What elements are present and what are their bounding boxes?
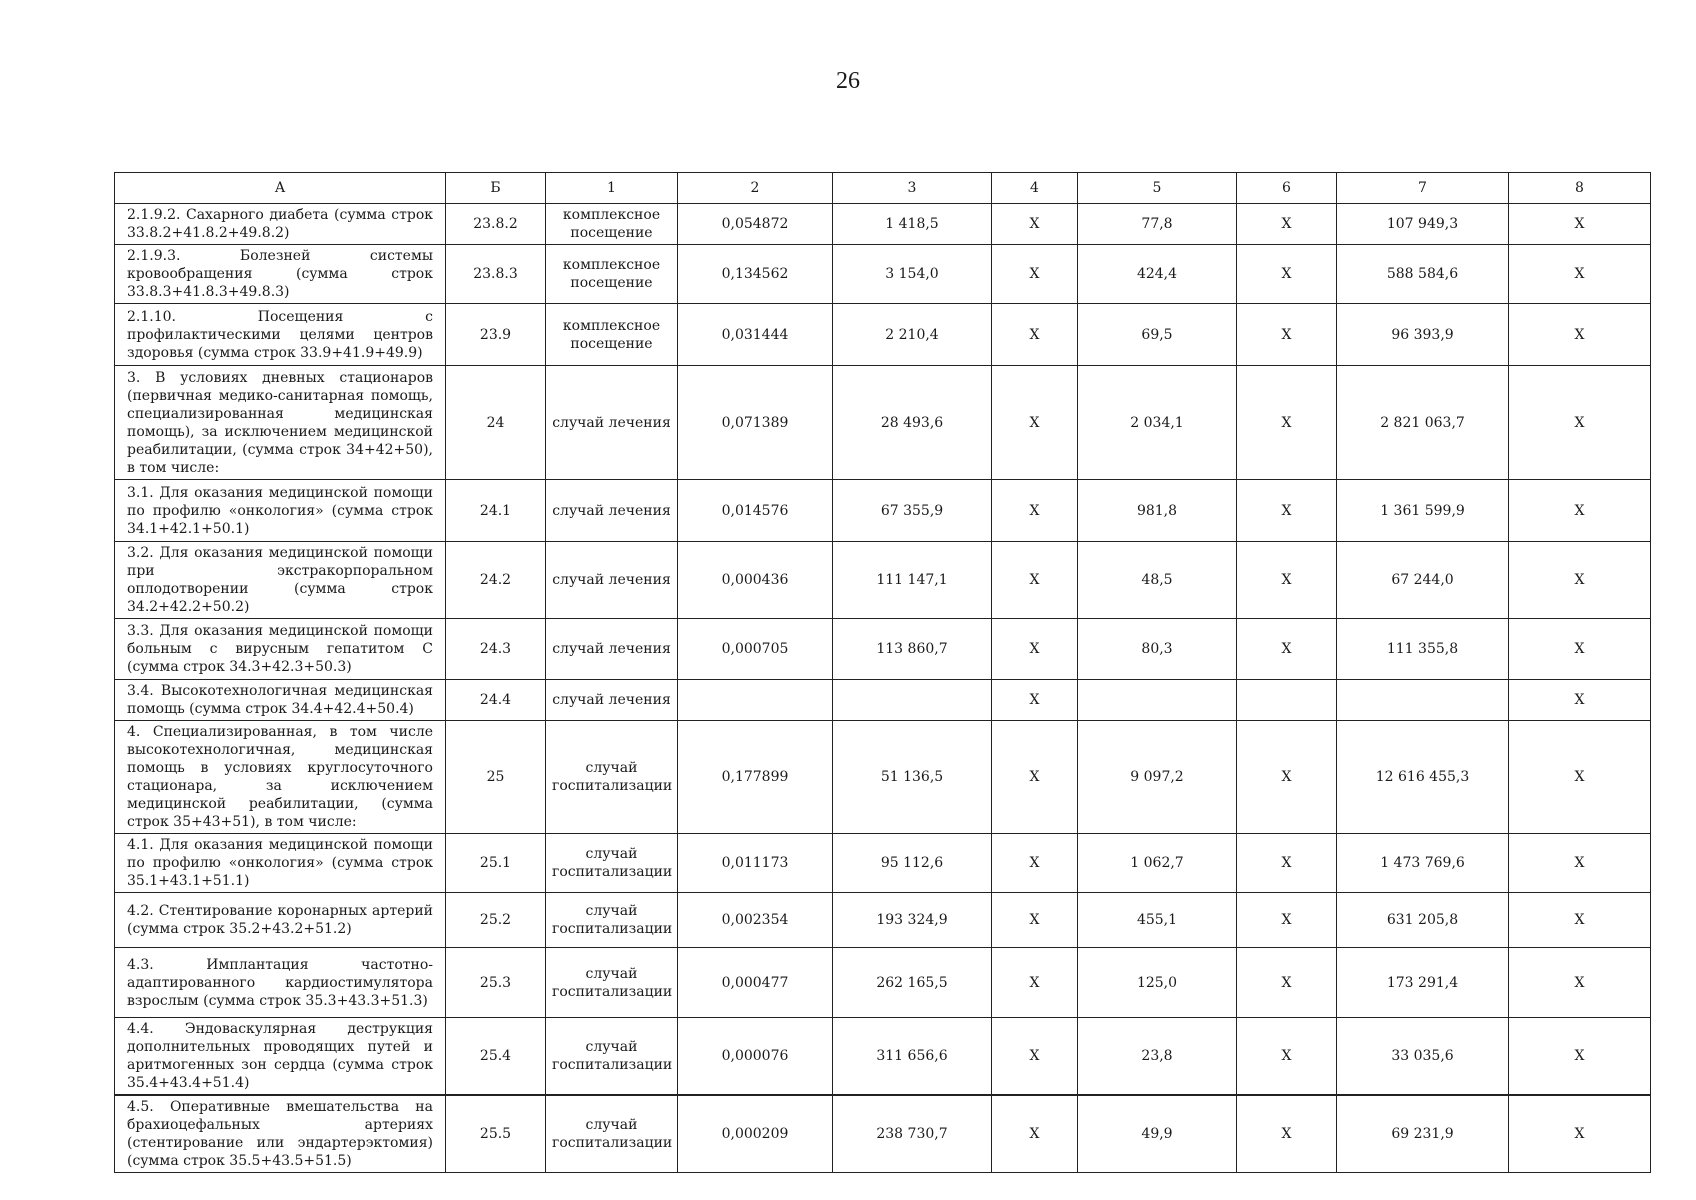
row-unit: случай госпитализации — [546, 1018, 678, 1096]
row-col8: Х — [1509, 893, 1651, 948]
row-unit: случай лечения — [546, 680, 678, 721]
table-row — [115, 1018, 1651, 1096]
row-description: 3.4. Высокотехнологичная медицинская помощь (сумма строк 34.4+42.4+50.4) — [115, 680, 446, 721]
row-col3: 2 210,4 — [833, 304, 992, 366]
col-header-2: 2 — [678, 173, 833, 204]
row-col4: Х — [992, 245, 1078, 304]
row-col2: 0,000705 — [678, 619, 833, 680]
row-col5: 77,8 — [1078, 204, 1237, 245]
row-col6: Х — [1237, 948, 1337, 1018]
row-col4: Х — [992, 204, 1078, 245]
row-col3: 95 112,6 — [833, 834, 992, 893]
row-col5: 125,0 — [1078, 948, 1237, 1018]
table-row — [115, 680, 1651, 721]
table-row — [115, 619, 1651, 680]
row-col2: 0,002354 — [678, 893, 833, 948]
row-col6: Х — [1237, 721, 1337, 834]
row-code: 24.2 — [446, 542, 546, 619]
row-code: 23.8.2 — [446, 204, 546, 245]
row-description: 4.2. Стентирование коронарных артерий (сумма строк 35.2+43.2+51.2) — [115, 893, 446, 948]
row-col4: Х — [992, 619, 1078, 680]
row-col3: 67 355,9 — [833, 480, 992, 542]
row-col5: 1 062,7 — [1078, 834, 1237, 893]
row-unit: случай госпитализации — [546, 1095, 678, 1173]
header-row — [115, 173, 1651, 204]
row-col7: 96 393,9 — [1337, 304, 1509, 366]
row-col3: 193 324,9 — [833, 893, 992, 948]
row-col5: 23,8 — [1078, 1018, 1237, 1096]
row-unit: случай лечения — [546, 542, 678, 619]
col-header-1: 1 — [546, 173, 678, 204]
row-col7: 1 361 599,9 — [1337, 480, 1509, 542]
row-col2: 0,000076 — [678, 1018, 833, 1096]
row-col6: Х — [1237, 366, 1337, 480]
col-header-3: 3 — [833, 173, 992, 204]
row-col6: Х — [1237, 893, 1337, 948]
row-col2: 0,011173 — [678, 834, 833, 893]
row-col8: Х — [1509, 542, 1651, 619]
row-col7: 173 291,4 — [1337, 948, 1509, 1018]
row-code: 25.4 — [446, 1018, 546, 1096]
row-col5: 49,9 — [1078, 1095, 1237, 1173]
row-col2: 0,000477 — [678, 948, 833, 1018]
row-col4: Х — [992, 948, 1078, 1018]
row-code: 25.5 — [446, 1095, 546, 1173]
row-col5: 48,5 — [1078, 542, 1237, 619]
row-description: 2.1.9.2. Сахарного диабета (сумма строк 33.8.2+41.8.2+49.8.2) — [115, 204, 446, 245]
row-col7: 588 584,6 — [1337, 245, 1509, 304]
row-col4: Х — [992, 304, 1078, 366]
row-col6: Х — [1237, 245, 1337, 304]
row-col2: 0,177899 — [678, 721, 833, 834]
table-row — [115, 834, 1651, 893]
row-col8: Х — [1509, 204, 1651, 245]
row-col5: 2 034,1 — [1078, 366, 1237, 480]
row-code: 25 — [446, 721, 546, 834]
table-row — [115, 480, 1651, 542]
row-description: 3.1. Для оказания медицинской помощи по профилю «онкология» (сумма строк 34.1+42.1+50.1) — [115, 480, 446, 542]
row-code: 25.3 — [446, 948, 546, 1018]
row-col6: Х — [1237, 834, 1337, 893]
row-col2: 0,014576 — [678, 480, 833, 542]
row-description: 4.1. Для оказания медицинской помощи по профилю «онкология» (сумма строк 35.1+43.1+51.1) — [115, 834, 446, 893]
row-col5: 69,5 — [1078, 304, 1237, 366]
row-col3: 238 730,7 — [833, 1095, 992, 1173]
row-description: 2.1.9.3. Болезней системы кровообращения (сумма строк 33.8.3+41.8.3+49.8.3) — [115, 245, 446, 304]
table-row — [115, 893, 1651, 948]
row-col6: Х — [1237, 304, 1337, 366]
row-code: 25.2 — [446, 893, 546, 948]
row-col8: Х — [1509, 366, 1651, 480]
row-col7: 12 616 455,3 — [1337, 721, 1509, 834]
table-row — [115, 204, 1651, 245]
row-unit: комплексное посещение — [546, 245, 678, 304]
row-col6: Х — [1237, 1018, 1337, 1096]
row-col3: 28 493,6 — [833, 366, 992, 480]
table-row — [115, 304, 1651, 366]
row-col6: Х — [1237, 1095, 1337, 1173]
row-col8: Х — [1509, 948, 1651, 1018]
row-col8: Х — [1509, 480, 1651, 542]
data-table — [114, 172, 1651, 1173]
row-col6: Х — [1237, 542, 1337, 619]
row-col8: Х — [1509, 245, 1651, 304]
row-code: 24 — [446, 366, 546, 480]
row-col7: 69 231,9 — [1337, 1095, 1509, 1173]
row-col3: 113 860,7 — [833, 619, 992, 680]
row-code: 23.9 — [446, 304, 546, 366]
row-unit: случай лечения — [546, 366, 678, 480]
row-col3: 3 154,0 — [833, 245, 992, 304]
row-description: 3.2. Для оказания медицинской помощи при экстракорпоральном оплодотворении (сумма строк 34.2+42.2+50.2) — [115, 542, 446, 619]
row-description: 4.3. Имплантация частотно-адаптированного кардиостимулятора взрослым (сумма строк 35.3+43.3+51.3) — [115, 948, 446, 1018]
row-col4: Х — [992, 834, 1078, 893]
row-col3: 1 418,5 — [833, 204, 992, 245]
row-description: 4.4. Эндоваскулярная деструкция дополнительных проводящих путей и аритмогенных зон сердца (сумма строк 35.4+43.4+51.4) — [115, 1018, 446, 1096]
row-col8: Х — [1509, 304, 1651, 366]
col-header-7: 7 — [1337, 173, 1509, 204]
row-col7: 111 355,8 — [1337, 619, 1509, 680]
table-row — [115, 245, 1651, 304]
row-col3: 111 147,1 — [833, 542, 992, 619]
row-col2: 0,054872 — [678, 204, 833, 245]
row-col4: Х — [992, 542, 1078, 619]
row-description: 3. В условиях дневных стационаров (первичная медико-санитарная помощь, специализированная медицинская помощь), за исключением медицинской реабилитации, (сумма строк 34+42+50), в том числе: — [115, 366, 446, 480]
row-unit: комплексное посещение — [546, 204, 678, 245]
row-col3: 51 136,5 — [833, 721, 992, 834]
row-col2: 0,071389 — [678, 366, 833, 480]
row-col7 — [1337, 680, 1509, 721]
row-col2: 0,000436 — [678, 542, 833, 619]
row-col3 — [833, 680, 992, 721]
row-col5 — [1078, 680, 1237, 721]
row-col7: 33 035,6 — [1337, 1018, 1509, 1096]
row-unit: случай госпитализации — [546, 834, 678, 893]
table-row — [115, 366, 1651, 480]
row-unit: случай лечения — [546, 480, 678, 542]
table-row — [115, 542, 1651, 619]
col-header-b: Б — [446, 173, 546, 204]
table-row — [115, 721, 1651, 834]
row-col6: Х — [1237, 619, 1337, 680]
row-unit: комплексное посещение — [546, 304, 678, 366]
row-col8: Х — [1509, 619, 1651, 680]
row-col6: Х — [1237, 480, 1337, 542]
row-col5: 80,3 — [1078, 619, 1237, 680]
row-col8: Х — [1509, 721, 1651, 834]
row-col7: 2 821 063,7 — [1337, 366, 1509, 480]
row-unit: случай госпитализации — [546, 948, 678, 1018]
row-col7: 631 205,8 — [1337, 893, 1509, 948]
row-col6 — [1237, 680, 1337, 721]
row-unit: случай госпитализации — [546, 721, 678, 834]
row-col4: Х — [992, 1018, 1078, 1096]
page-number: 26 — [836, 68, 860, 94]
row-col3: 311 656,6 — [833, 1018, 992, 1096]
row-code: 25.1 — [446, 834, 546, 893]
row-col4: Х — [992, 366, 1078, 480]
row-unit: случай госпитализации — [546, 893, 678, 948]
row-code: 24.4 — [446, 680, 546, 721]
col-header-8: 8 — [1509, 173, 1651, 204]
row-code: 24.3 — [446, 619, 546, 680]
row-col7: 107 949,3 — [1337, 204, 1509, 245]
row-col8: Х — [1509, 834, 1651, 893]
row-code: 23.8.3 — [446, 245, 546, 304]
row-col4: Х — [992, 893, 1078, 948]
row-col5: 981,8 — [1078, 480, 1237, 542]
row-col3: 262 165,5 — [833, 948, 992, 1018]
col-header-5: 5 — [1078, 173, 1237, 204]
row-unit: случай лечения — [546, 619, 678, 680]
col-header-a: А — [115, 173, 446, 204]
col-header-6: 6 — [1237, 173, 1337, 204]
row-col5: 9 097,2 — [1078, 721, 1237, 834]
row-col2: 0,031444 — [678, 304, 833, 366]
row-col5: 455,1 — [1078, 893, 1237, 948]
row-col4: Х — [992, 1095, 1078, 1173]
row-col7: 1 473 769,6 — [1337, 834, 1509, 893]
row-col6: Х — [1237, 204, 1337, 245]
row-col4: Х — [992, 680, 1078, 721]
row-col4: Х — [992, 721, 1078, 834]
row-col5: 424,4 — [1078, 245, 1237, 304]
row-col2 — [678, 680, 833, 721]
row-col8: Х — [1509, 1095, 1651, 1173]
table-row — [115, 1095, 1651, 1173]
row-col4: Х — [992, 480, 1078, 542]
row-description: 3.3. Для оказания медицинской помощи больным с вирусным гепатитом С (сумма строк 34.3+42.3+50.3) — [115, 619, 446, 680]
row-code: 24.1 — [446, 480, 546, 542]
row-col2: 0,134562 — [678, 245, 833, 304]
row-description: 2.1.10. Посещения с профилактическими целями центров здоровья (сумма строк 33.9+41.9+49.9) — [115, 304, 446, 366]
row-description: 4. Специализированная, в том числе высокотехнологичная, медицинская помощь в условиях круглосуточного стационара, за исключением медицинской реабилитации, (сумма строк 35+43+51), в том числе: — [115, 721, 446, 834]
table-row — [115, 948, 1651, 1018]
row-col8: Х — [1509, 1018, 1651, 1096]
col-header-4: 4 — [992, 173, 1078, 204]
row-description: 4.5. Оперативные вмешательства на брахиоцефальных артериях (стентирование или эндартерэктомия) (сумма строк 35.5+43.5+51.5) — [115, 1095, 446, 1173]
row-col2: 0,000209 — [678, 1095, 833, 1173]
row-col8: Х — [1509, 680, 1651, 721]
row-col7: 67 244,0 — [1337, 542, 1509, 619]
